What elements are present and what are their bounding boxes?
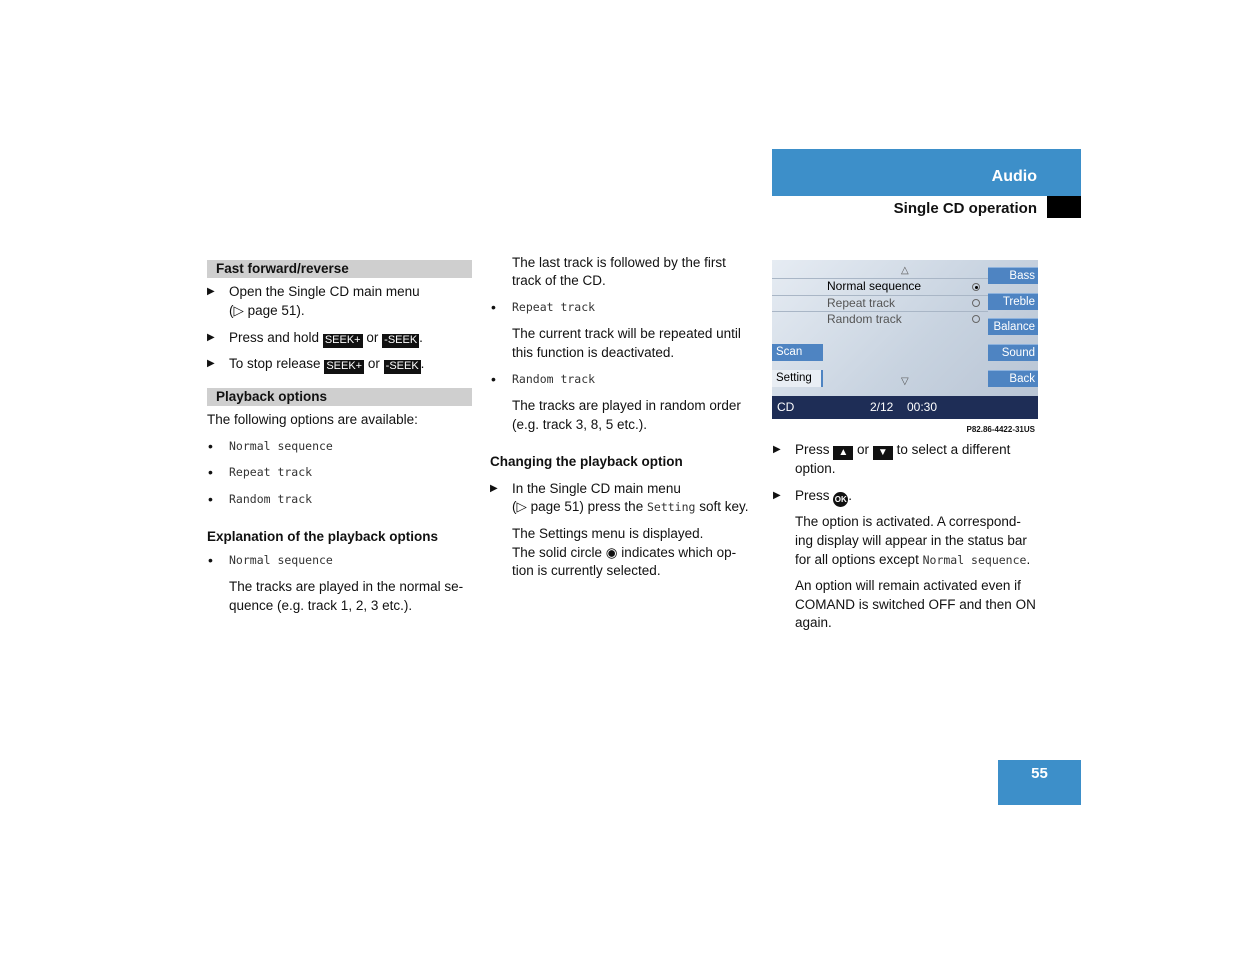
body-text: quence (e.g. track 1, 2, 3 etc.). [229,598,413,613]
body-text: track of the CD. [512,273,606,288]
body-text: The current track will be repeated until [512,326,741,341]
result-label: for all options except [795,552,919,567]
status-bar [772,396,1038,419]
softkey-balance: Balance [988,318,1038,335]
step-text [512,497,748,517]
figure-code: P82.86-4422-31US [966,425,1035,434]
seek-minus-key: -SEEK [384,334,418,346]
seek-plus-key: SEEK+ [326,360,363,372]
comand-display-screenshot [772,260,1038,419]
page-number: 55 [998,760,1081,805]
body-text: The last track is followed by the first [512,255,726,270]
body-text: The tracks are played in the normal se- [229,579,464,594]
body-text: The tracks are played in random order [512,398,741,413]
bullet-icon: • [491,299,496,315]
step-text: option. [795,461,836,476]
softkey-back: Back [988,370,1038,387]
option-random-track: Random track [512,372,596,386]
option-repeat-track: Repeat track [512,300,596,314]
status-time: 00:30 [907,400,938,414]
screen-option-repeat-track: Repeat track [827,296,896,310]
bullet-icon: • [208,464,213,480]
softkey-bass: Bass [988,267,1038,284]
or-text: or [366,330,379,345]
status-source: CD [777,400,795,414]
down-arrow-key-icon: ▼ [873,446,893,460]
option-normal-sequence: Normal sequence [922,553,1027,567]
screen-option-random-track: Random track [827,312,902,326]
step-text: Press and hold SEEK+ or -SEEK . [229,330,423,346]
softkey-sound: Sound [988,344,1038,361]
result-text: The Settings menu is displayed. [512,526,704,541]
scroll-up-icon: △ [901,265,909,276]
bullet-icon: • [208,438,213,454]
explanation-heading: Explanation of the playback options [207,529,439,544]
intro-text: The following options are available: [207,412,418,427]
step-label: (▷ page 51) press the [512,499,644,514]
setting-softkey-label: Setting [646,500,696,514]
seek-plus-key: SEEK+ [324,334,361,346]
step-arrow-icon: ▶ [773,444,781,455]
step-text: To stop release SEEK+ or -SEEK . [229,356,425,372]
step-text: In the Single CD main menu [512,481,681,496]
step-text [795,440,1010,460]
bullet-icon: • [491,371,496,387]
step-arrow-icon: ▶ [490,483,498,494]
step-arrow-icon: ▶ [207,286,215,297]
option-repeat-track: Repeat track [229,465,313,479]
status-track: 2/12 [870,400,894,414]
result-text: for all options except Normal sequence. [795,552,1031,567]
result-text: The solid circle ◉ indicates which op- [512,545,737,560]
result-text: The option is activated. A correspond- [795,514,1021,529]
or-text: or [857,442,870,457]
note-text: An option will remain activated even if [795,578,1021,593]
note-text: COMAND is switched OFF and then ON [795,597,1036,612]
option-normal-sequence: Normal sequence [229,439,333,453]
or-text: or [367,356,380,371]
softkey-treble: Treble [988,293,1038,310]
step-label: Press and hold [229,330,320,345]
radio-empty-icon [972,315,980,323]
body-text: this function is deactivated. [512,345,675,360]
chapter-title: Audio [991,168,1037,185]
step-arrow-icon: ▶ [773,490,781,501]
ok-button-icon: OK [833,492,848,507]
step-arrow-icon: ▶ [207,332,215,343]
page-reference: (▷ page 51). [229,303,305,318]
result-text: tion is currently selected. [512,563,661,578]
step-arrow-icon: ▶ [207,358,215,369]
step-label: Press [795,488,830,503]
option-random-track: Random track [229,492,313,506]
scroll-down-icon: ▽ [901,376,909,387]
step-label: to select a different [896,442,1011,457]
header-tab-marker [1047,196,1081,218]
screen-option-normal-sequence: Normal sequence [827,279,922,293]
option-normal-sequence: Normal sequence [229,553,333,567]
radio-empty-icon [972,299,980,307]
radio-selected-icon [972,283,980,291]
step-text: Open the Single CD main menu [229,284,420,299]
change-option-heading: Changing the playback option [490,454,683,469]
section-heading-fast-forward: Fast forward/reverse [207,260,472,278]
result-text: ing display will appear in the status bar [795,533,1027,548]
step-label: soft key. [699,499,749,514]
softkey-setting-active: Setting [772,370,823,387]
section-heading-playback: Playback options [207,388,472,406]
step-label: To stop release [229,356,321,371]
step-label: Press [795,442,830,457]
softkey-scan: Scan [772,344,823,361]
section-title: Single CD operation [893,200,1037,217]
note-text: again. [795,615,832,630]
bullet-icon: • [208,552,213,568]
bullet-icon: • [208,491,213,507]
seek-minus-key: -SEEK [385,360,419,372]
up-arrow-key-icon: ▲ [833,446,853,460]
step-text: Press OK . [795,486,852,507]
body-text: (e.g. track 3, 8, 5 etc.). [512,417,648,432]
